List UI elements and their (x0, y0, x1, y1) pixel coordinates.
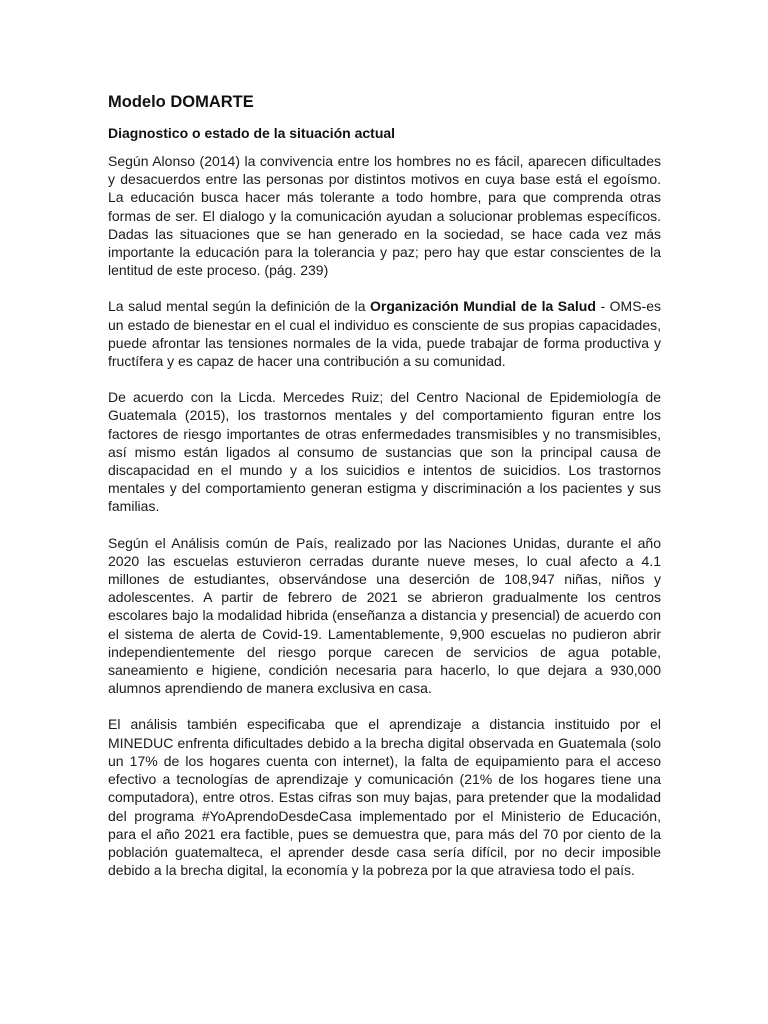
paragraph-brecha-digital: El análisis también especificaba que el aprendizaje a distancia instituido por el MINEDUC enfrenta dificultades debido a la brecha digital observada en Guatemala (solo un 17% de los hogares cuenta con internet), la falta de equipamiento para el acceso efectivo a tecnologías de aprendizaje y comunicación (21% de los hogares tiene una computadora), entre otros. Estas cifras son muy bajas, para pretender que la modalidad del programa #YoAprendoDesdeCasa implementado por el Ministerio de Educación, para el año 2021 era factible, pues se demuestra que, para más del 70 por ciento de la población guatemalteca, el aprender desde casa sería difícil, por no decir imposible debido a la brecha digital, la economía y la pobreza por la que atraviesa todo el país. (108, 716, 661, 879)
organization-name: Organización Mundial de la Salud (370, 298, 596, 315)
paragraph-text: - OMS-es un estado de bienestar en el cual el individuo es consciente de sus propias capacidades, puede afrontar las tensiones normales de la vida, puede trabajar de forma productiva y fructífera y es capaz de hacer una contribución a su comunidad. (108, 298, 661, 370)
paragraph-epidemiologia: De acuerdo con la Licda. Mercedes Ruiz; del Centro Nacional de Epidemiología de Guatemala (2015), los trastornos mentales y del comportamiento figuran entre los factores de riesgo importantes de otras enfermedades transmisibles y no transmisibles, así mismo están ligados al consumo de sustancias que son la principal causa de discapacidad en el mundo y a los suicidios e intentos de suicidios. Los trastornos mentales y del comportamiento generan estigma y discriminación a los pacientes y sus familias. (108, 389, 661, 515)
paragraph-analisis-pais: Según el Análisis común de País, realizado por las Naciones Unidas, durante el año 2020 las escuelas estuvieron cerradas durante nueve meses, lo cual afecto a 4.1 millones de estudiantes, observándose una deserción de 108,947 niñas, niños y adolescentes. A partir de febrero de 2021 se abrieron gradualmente los centros escolares bajo la modalidad hibrida (enseñanza a distancia y presencial) de acuerdo con el sistema de alerta de Covid-19. Lamentablemente, 9,900 escuelas no pudieron abrir independientemente del riesgo porque carecen de servicios de agua potable, saneamiento e higiene, condición necesaria para hacerlo, lo que dejara a 930,000 alumnos aprendiendo de manera exclusiva en casa. (108, 534, 661, 697)
paragraph-alonso: Según Alonso (2014) la convivencia entre los hombres no es fácil, aparecen dificultades y desacuerdos entre las personas por distintos motivos en cuya base está el egoísmo. La educación busca hacer más tolerante a todo hombre, para que comprenda otras formas de ser. El dialogo y la comunicación ayudan a solucionar problemas específicos. Dadas las situaciones que se han generado en la sociedad, se hace cada vez más importante la educación para la tolerancia y paz; pero hay que estar conscientes de la lentitud de este proceso. (pág. 239) (108, 153, 661, 279)
section-heading: Diagnostico o estado de la situación actual (108, 125, 396, 141)
document-body (108, 92, 661, 897)
paragraph-text: La salud mental según la definición de la (108, 298, 371, 315)
document-title: Modelo DOMARTE (108, 93, 254, 111)
paragraph-salud-mental (108, 297, 661, 370)
